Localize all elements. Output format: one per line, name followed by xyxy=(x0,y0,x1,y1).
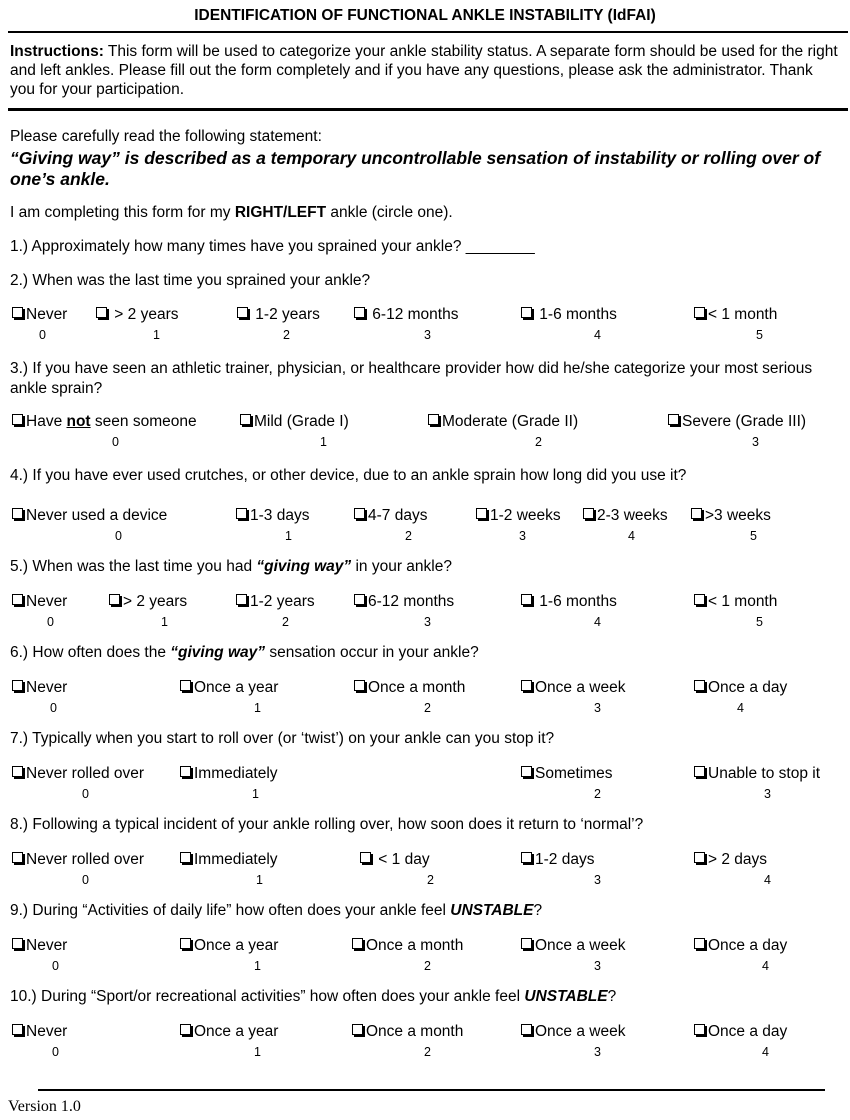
question-1[interactable]: 1.) Approximately how many times have you sprained your ankle? ________ xyxy=(10,238,535,255)
question-9-emphasis: UNSTABLE xyxy=(450,902,534,919)
option-label: 6-12 months xyxy=(368,593,455,610)
checkbox-icon[interactable] xyxy=(352,938,363,949)
q10-score-2: 1 xyxy=(254,1045,261,1059)
checkbox-icon[interactable] xyxy=(694,307,705,318)
question-9 xyxy=(10,902,542,920)
option-label: Have xyxy=(26,413,67,430)
q8-score-1: 0 xyxy=(82,873,89,887)
option-label: 1-3 days xyxy=(250,507,310,524)
question-5-text-end: in your ankle? xyxy=(351,558,452,575)
checkbox-icon[interactable] xyxy=(360,852,371,863)
q4-score-1: 0 xyxy=(115,529,122,543)
option-label: 6-12 months xyxy=(368,306,459,323)
checkbox-icon[interactable] xyxy=(12,1024,23,1035)
option-label: Never xyxy=(26,1023,68,1040)
option-label: Once a week xyxy=(535,1023,626,1040)
q8-score-5: 4 xyxy=(764,873,771,887)
instructions-label: Instructions: xyxy=(10,43,104,60)
checkbox-icon[interactable] xyxy=(583,508,594,519)
checkbox-icon[interactable] xyxy=(12,414,23,425)
option-label: Once a year xyxy=(194,679,279,696)
q7-option-4[interactable] xyxy=(694,765,820,783)
q7-score-1: 0 xyxy=(82,787,89,801)
q8-option-2[interactable] xyxy=(180,851,278,869)
q10-score-4: 3 xyxy=(594,1045,601,1059)
q9-option-4[interactable] xyxy=(521,937,625,955)
checkbox-icon[interactable] xyxy=(521,680,532,691)
option-label: Severe (Grade III) xyxy=(682,413,807,430)
checkbox-icon[interactable] xyxy=(240,414,251,425)
q6-score-2: 1 xyxy=(254,701,261,715)
q5-option-3[interactable] xyxy=(236,593,315,611)
header-bottom-rule xyxy=(8,108,848,111)
q5-option-6[interactable] xyxy=(694,593,777,611)
statement-intro: Please carefully read the following statement: xyxy=(10,128,322,145)
checkbox-icon[interactable] xyxy=(694,938,705,949)
checkbox-icon[interactable] xyxy=(694,852,705,863)
form-title: IDENTIFICATION OF FUNCTIONAL ANKLE INSTABILITY (IdFAI) xyxy=(194,7,656,24)
q3-option-4[interactable] xyxy=(668,413,806,431)
q10-score-1: 0 xyxy=(52,1045,59,1059)
q7-option-3[interactable] xyxy=(521,765,613,783)
option-label: > 2 days xyxy=(708,851,768,868)
question-6-emphasis: “giving way” xyxy=(170,644,266,661)
q6-score-5: 4 xyxy=(737,701,744,715)
question-10-emphasis: UNSTABLE xyxy=(524,988,608,1005)
q10-option-1[interactable] xyxy=(12,1023,67,1041)
q10-option-2[interactable] xyxy=(180,1023,278,1041)
q2-option-2[interactable] xyxy=(96,306,179,324)
q6-score-3: 2 xyxy=(424,701,431,715)
q6-option-4[interactable] xyxy=(521,679,625,697)
option-label: Once a month xyxy=(368,679,466,696)
q5-option-5[interactable] xyxy=(521,593,617,611)
option-label: > 2 years xyxy=(123,593,188,610)
q10-score-5: 4 xyxy=(762,1045,769,1059)
option-label-emphasis: not xyxy=(66,413,91,430)
checkbox-icon[interactable] xyxy=(521,307,532,318)
checkbox-icon[interactable] xyxy=(12,766,23,777)
question-7: 7.) Typically when you start to roll over (or ‘twist’) on your ankle can you stop it? xyxy=(10,730,555,747)
checkbox-icon[interactable] xyxy=(521,852,532,863)
question-5 xyxy=(10,558,452,576)
q9-score-2: 1 xyxy=(254,959,261,973)
ankle-line-after: ankle (circle one). xyxy=(326,204,453,221)
instructions-block xyxy=(10,42,840,99)
option-label: Unable to stop it xyxy=(708,765,821,782)
checkbox-icon[interactable] xyxy=(237,307,248,318)
q3-option-2[interactable] xyxy=(240,413,349,431)
question-8: 8.) Following a typical incident of your ankle rolling over, how soon does it return to ‘normal’? xyxy=(10,816,644,833)
checkbox-icon[interactable] xyxy=(428,414,439,425)
option-label: Once a year xyxy=(194,1023,279,1040)
option-label: Never xyxy=(26,593,68,610)
option-label: < 1 month xyxy=(708,593,778,610)
option-label-end: seen someone xyxy=(90,413,197,430)
q4-option-6[interactable] xyxy=(691,507,771,525)
q4-option-3[interactable] xyxy=(354,507,427,525)
version-label: Version 1.0 xyxy=(8,1098,81,1115)
checkbox-icon[interactable] xyxy=(236,508,247,519)
question-9-text-end: ? xyxy=(533,902,543,919)
q8-score-4: 3 xyxy=(594,873,601,887)
checkbox-icon[interactable] xyxy=(12,938,23,949)
q2-score-2: 1 xyxy=(153,328,160,342)
option-label: Never rolled over xyxy=(26,765,145,782)
q5-score-6: 5 xyxy=(756,615,763,629)
option-label: Sometimes xyxy=(535,765,613,782)
ankle-line-before: I am completing this form for my xyxy=(10,204,235,221)
q3-score-2: 1 xyxy=(320,435,327,449)
q3-score-3: 2 xyxy=(535,435,542,449)
q4-score-6: 5 xyxy=(750,529,757,543)
q8-option-3[interactable] xyxy=(360,851,430,869)
q10-option-5[interactable] xyxy=(694,1023,787,1041)
q8-option-4[interactable] xyxy=(521,851,594,869)
checkbox-icon[interactable] xyxy=(12,307,23,318)
checkbox-icon[interactable] xyxy=(236,594,247,605)
checkbox-icon[interactable] xyxy=(180,680,191,691)
checkbox-icon[interactable] xyxy=(96,307,107,318)
option-label: > 2 years xyxy=(110,306,179,323)
option-label: Never xyxy=(26,937,68,954)
checkbox-icon[interactable] xyxy=(12,680,23,691)
question-5-text: 5.) When was the last time you had xyxy=(10,558,257,575)
question-5-emphasis: “giving way” xyxy=(256,558,352,575)
option-label: Immediately xyxy=(194,851,278,868)
q5-option-4[interactable] xyxy=(354,593,454,611)
q2-option-6[interactable] xyxy=(694,306,777,324)
checkbox-icon[interactable] xyxy=(668,414,679,425)
q6-option-5[interactable] xyxy=(694,679,787,697)
question-2: 2.) When was the last time you sprained your ankle? xyxy=(10,272,371,289)
checkbox-icon[interactable] xyxy=(694,1024,705,1035)
q9-score-1: 0 xyxy=(52,959,59,973)
q4-option-2[interactable] xyxy=(236,507,309,525)
question-3: 3.) If you have seen an athletic trainer, physician, or healthcare provider how did he/she categorize your most serious ankle sprain? xyxy=(10,360,813,397)
option-label: Never used a device xyxy=(26,507,168,524)
q3-score-4: 3 xyxy=(752,435,759,449)
q2-option-5[interactable] xyxy=(521,306,617,324)
footer-rule xyxy=(38,1089,825,1091)
q5-score-4: 3 xyxy=(424,615,431,629)
option-label: 2-3 weeks xyxy=(597,507,668,524)
q9-option-2[interactable] xyxy=(180,937,278,955)
checkbox-icon[interactable] xyxy=(476,508,487,519)
option-label: Never xyxy=(26,679,68,696)
q4-option-5[interactable] xyxy=(583,507,668,525)
q2-score-4: 3 xyxy=(424,328,431,342)
checkbox-icon[interactable] xyxy=(521,594,532,605)
q6-option-1[interactable] xyxy=(12,679,67,697)
q4-score-4: 3 xyxy=(519,529,526,543)
q4-score-3: 2 xyxy=(405,529,412,543)
q9-score-5: 4 xyxy=(762,959,769,973)
q2-option-3[interactable] xyxy=(237,306,320,324)
q10-option-3[interactable] xyxy=(352,1023,463,1041)
checkbox-icon[interactable] xyxy=(180,938,191,949)
q5-score-3: 2 xyxy=(282,615,289,629)
checkbox-icon[interactable] xyxy=(694,766,705,777)
q2-score-1: 0 xyxy=(39,328,46,342)
checkbox-icon[interactable] xyxy=(109,594,120,605)
question-4: 4.) If you have ever used crutches, or other device, due to an ankle sprain how long did you use it? xyxy=(10,467,687,484)
q2-score-6: 5 xyxy=(756,328,763,342)
option-label: Once a day xyxy=(708,1023,788,1040)
question-10-text-end: ? xyxy=(607,988,617,1005)
q5-score-2: 1 xyxy=(161,615,168,629)
option-label: 1-6 months xyxy=(535,593,617,610)
q6-option-3[interactable] xyxy=(354,679,465,697)
checkbox-icon[interactable] xyxy=(12,852,23,863)
q7-score-2: 1 xyxy=(252,787,259,801)
q4-option-4[interactable] xyxy=(476,507,561,525)
ankle-side-choice[interactable]: RIGHT/LEFT xyxy=(234,204,327,221)
q10-option-4[interactable] xyxy=(521,1023,625,1041)
q6-score-1: 0 xyxy=(50,701,57,715)
q9-score-3: 2 xyxy=(424,959,431,973)
option-label: Once a year xyxy=(194,937,279,954)
option-label: < 1 month xyxy=(708,306,778,323)
q2-option-1[interactable] xyxy=(12,306,67,324)
option-label: >3 weeks xyxy=(705,507,771,524)
checkbox-icon[interactable] xyxy=(12,594,23,605)
q8-option-1[interactable] xyxy=(12,851,144,869)
option-label: Once a day xyxy=(708,679,788,696)
q9-option-3[interactable] xyxy=(352,937,463,955)
q4-score-2: 1 xyxy=(285,529,292,543)
checkbox-icon[interactable] xyxy=(180,852,191,863)
q3-option-1[interactable] xyxy=(12,413,197,431)
checkbox-icon[interactable] xyxy=(354,680,365,691)
q2-score-5: 4 xyxy=(594,328,601,342)
option-label: Never xyxy=(26,306,68,323)
option-label: Moderate (Grade II) xyxy=(442,413,579,430)
q9-option-5[interactable] xyxy=(694,937,787,955)
q5-option-1[interactable] xyxy=(12,593,67,611)
q5-option-2[interactable] xyxy=(109,593,187,611)
q7-score-3: 2 xyxy=(594,787,601,801)
checkbox-icon[interactable] xyxy=(180,1024,191,1035)
checkbox-icon[interactable] xyxy=(521,938,532,949)
q10-score-3: 2 xyxy=(424,1045,431,1059)
q4-score-5: 4 xyxy=(628,529,635,543)
checkbox-icon[interactable] xyxy=(180,766,191,777)
option-label: 1-6 months xyxy=(535,306,617,323)
question-6-text-end: sensation occur in your ankle? xyxy=(265,644,479,661)
option-label: 1-2 years xyxy=(250,593,315,610)
q2-score-3: 2 xyxy=(283,328,290,342)
checkbox-icon[interactable] xyxy=(354,594,365,605)
option-label: Immediately xyxy=(194,765,278,782)
question-9-text: 9.) During “Activities of daily life” how often does your ankle feel xyxy=(10,902,451,919)
question-10 xyxy=(10,988,616,1006)
q8-option-5[interactable] xyxy=(694,851,767,869)
q9-option-1[interactable] xyxy=(12,937,67,955)
option-label: Once a week xyxy=(535,679,626,696)
q7-score-4: 3 xyxy=(764,787,771,801)
checkbox-icon[interactable] xyxy=(354,307,365,318)
checkbox-icon[interactable] xyxy=(12,508,23,519)
checkbox-icon[interactable] xyxy=(521,766,532,777)
option-label: Once a week xyxy=(535,937,626,954)
instructions-text: This form will be used to categorize your ankle stability status. A separate form should be used for the right and left ankles. Please fill out the form completely and if you have any questions, please ask the administrator. Thank you for your participation. xyxy=(10,43,838,98)
q7-option-2[interactable] xyxy=(180,765,278,783)
q6-option-2[interactable] xyxy=(180,679,278,697)
q5-score-5: 4 xyxy=(594,615,601,629)
q6-score-4: 3 xyxy=(594,701,601,715)
option-label: Once a month xyxy=(366,937,464,954)
checkbox-icon[interactable] xyxy=(521,1024,532,1035)
giving-way-definition: “Giving way” is described as a temporary uncontrollable sensation of instability or rolling over of one’s ankle. xyxy=(10,148,821,189)
option-label: Once a month xyxy=(366,1023,464,1040)
q3-score-1: 0 xyxy=(112,435,119,449)
q9-score-4: 3 xyxy=(594,959,601,973)
option-label: Once a day xyxy=(708,937,788,954)
checkbox-icon[interactable] xyxy=(352,1024,363,1035)
question-6-text: 6.) How often does the xyxy=(10,644,171,661)
option-label: Never rolled over xyxy=(26,851,145,868)
ankle-side-line xyxy=(10,204,453,222)
checkbox-icon[interactable] xyxy=(694,680,705,691)
question-10-text: 10.) During “Sport/or recreational activities” how often does your ankle feel xyxy=(10,988,525,1005)
option-label: Mild (Grade I) xyxy=(254,413,349,430)
q5-score-1: 0 xyxy=(47,615,54,629)
q8-score-3: 2 xyxy=(427,873,434,887)
q3-option-3[interactable] xyxy=(428,413,578,431)
checkbox-icon[interactable] xyxy=(691,508,702,519)
header-top-rule xyxy=(8,31,848,33)
checkbox-icon[interactable] xyxy=(694,594,705,605)
option-label: 1-2 years xyxy=(251,306,320,323)
q2-option-4[interactable] xyxy=(354,306,458,324)
q4-option-1[interactable] xyxy=(12,507,167,525)
option-label: 1-2 days xyxy=(535,851,595,868)
q8-score-2: 1 xyxy=(256,873,263,887)
option-label: < 1 day xyxy=(374,851,430,868)
option-label: 4-7 days xyxy=(368,507,428,524)
q7-option-1[interactable] xyxy=(12,765,144,783)
option-label: 1-2 weeks xyxy=(490,507,561,524)
question-6 xyxy=(10,644,479,662)
checkbox-icon[interactable] xyxy=(354,508,365,519)
